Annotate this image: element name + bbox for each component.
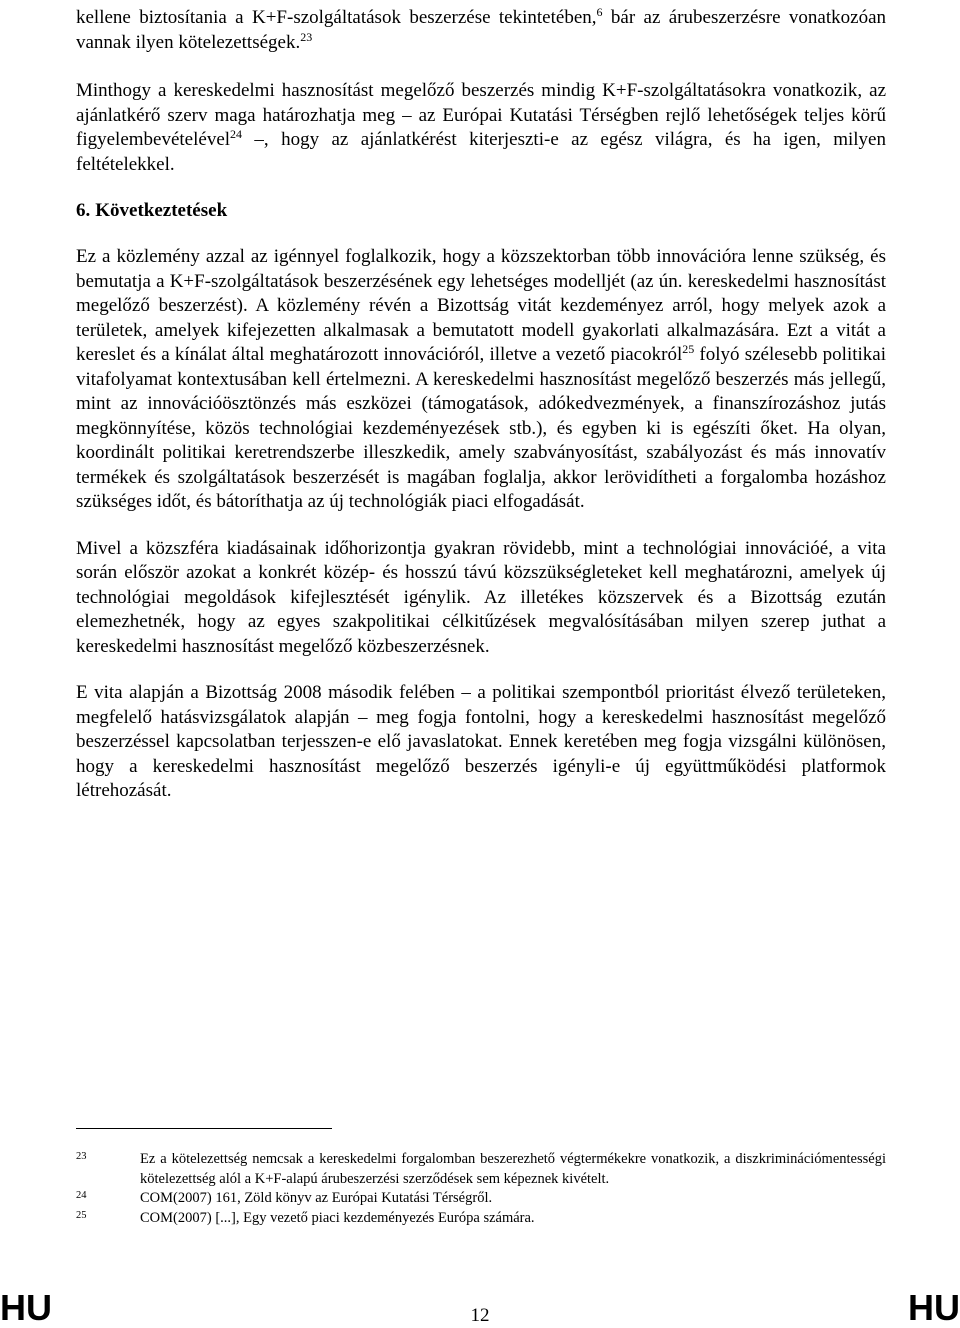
footnote-ref-6[interactable]: 6 (596, 5, 603, 19)
section-number: 6. (76, 200, 91, 221)
footnote-23 (76, 1150, 886, 1189)
paragraph-1 (76, 6, 886, 55)
paragraph-1-text-a: kellene biztosítania a K+F-szolgáltatások beszerzése tekintetében, (76, 7, 597, 28)
paragraph-5: E vita alapján a Bizottság 2008 második felében – a politikai szempontból prioritást élvező területeken, megfelelő hatásvizsgálatok alapján – meg fogja fontolni, hogy a kereskedelmi hasznosítást megelőző beszerzéssel kapcsolatban terjesszen-e elő javaslatokat. Ennek keretében meg fogja vizsgálni különösen, hogy a kereskedelmi hasznosítást megelőző beszerzés igényli-e új együttműködési platformok létrehozását. (76, 682, 886, 801)
footnote-number: 23 (76, 1151, 87, 1162)
footnote-ref-25[interactable]: 25 (682, 342, 695, 356)
footnote-text: COM(2007) 161, Zöld könyv az Európai Kutatási Térségről. (140, 1190, 493, 1206)
footnotes (76, 1150, 886, 1228)
footnote-number: 25 (76, 1209, 87, 1221)
paragraph-3 (76, 245, 886, 515)
paragraph-2-text-a: Minthogy a kereskedelmi hasznosítást megelőző beszerzés mindig K+F-szolgáltatásokra vonatkozik, az ajánlatkérő szerv maga határozhatja meg – az Európai Kutatási Térségben rejlő lehetőségek teljes körű figyelembevételével (76, 80, 886, 150)
footnote-25 (76, 1209, 886, 1229)
footer-language-left: HU (0, 1287, 52, 1328)
paragraph-4: Mivel a közszféra kiadásainak időhorizontja gyakran rövidebb, mint a technológiai innovációé, a vita során először azokat a konkrét közép- és hosszú távú közszükségleteket kell meghatározni, amelyek új technológiai megoldások kifejlesztését igénylik. Az illetékes közszervek és a Bizottság ezután elemezhetnék, hogy az egyes szakpolitikai célkitűzések megvalósításában milyen szerep juthat a kereskedelmi hasznosítást megelőző közbeszerzésnek. (76, 537, 886, 657)
section-title: Következtetések (95, 200, 228, 221)
footnote-ref-24[interactable]: 24 (230, 127, 243, 141)
paragraph-1-text-b: bár az árubeszerzésre vonatkozóan vannak ilyen kötelezettségek. (76, 7, 887, 53)
footer-language-right: HU (908, 1287, 960, 1328)
footnote-24 (76, 1189, 886, 1209)
footnote-ref-23[interactable]: 23 (300, 29, 313, 44)
footnote-text: Ez a kötelezettség nemcsak a kereskedelmi forgalomban beszerezhető végtermékekre vonatkozik, a diszkriminációmentességi kötelezettség alól a K+F-alapú árubeszerzési szerződések sem képeznek kivételt. (140, 1151, 886, 1187)
document-body (76, 6, 886, 826)
section-heading (76, 199, 886, 223)
page-number: 12 (470, 1305, 490, 1326)
footnote-separator (76, 1128, 332, 1129)
paragraph-2 (76, 79, 886, 177)
paragraph-2-text-b: –, hogy az ajánlatkérést kiterjeszti-e az egész világra, és ha igen, milyen feltételekkel. (76, 129, 886, 175)
paragraph-3-text-b: folyó szélesebb politikai vitafolyamat kontextusában kell értelmezni. A kereskedelmi hasznosítást megelőző beszerzés más jellegű, mint az innovációösztönzés más eszközei (támogatások, adókedvezmények, a finanszírozáshoz jutás megkönnyítése, közös technológiai kezdeményezések stb.), és egyben ki is egészíti őket. Ha olyan, koordinált politikai keretrendszerbe illeszkedik, amely szabványosítást, szabályozást és más innovatív termékek és szolgáltatások beszerzését is magában foglalja, akkor lerövidítheti a forgalomba hozáshoz szükséges időt, és bátoríthatja az új technológiák piaci elfogadását. (76, 344, 887, 512)
footnote-text: COM(2007) [...], Egy vezető piaci kezdeményezés Európa számára. (140, 1209, 535, 1226)
footnote-number: 24 (76, 1190, 87, 1201)
paragraph-3-text-a: Ez a közlemény azzal az igénnyel foglalkozik, hogy a közszektorban több innovációra lenne szükség, és bemutatja a K+F-szolgáltatások beszerzésének egy lehetséges modelljét (az ún. kereskedelmi hasznosítást megelőző beszerzést). A közlemény révén a Bizottság vitát kezdeményez arról, hogy melyek azok a területek, amelyek kifejezetten alkalmasak a bemutatott modell gyakorlati alkalmazására. Ezt a vitát a kereslet és a kínálat által meghatározott innovációról, illetve a vezető piacokról (76, 246, 886, 365)
